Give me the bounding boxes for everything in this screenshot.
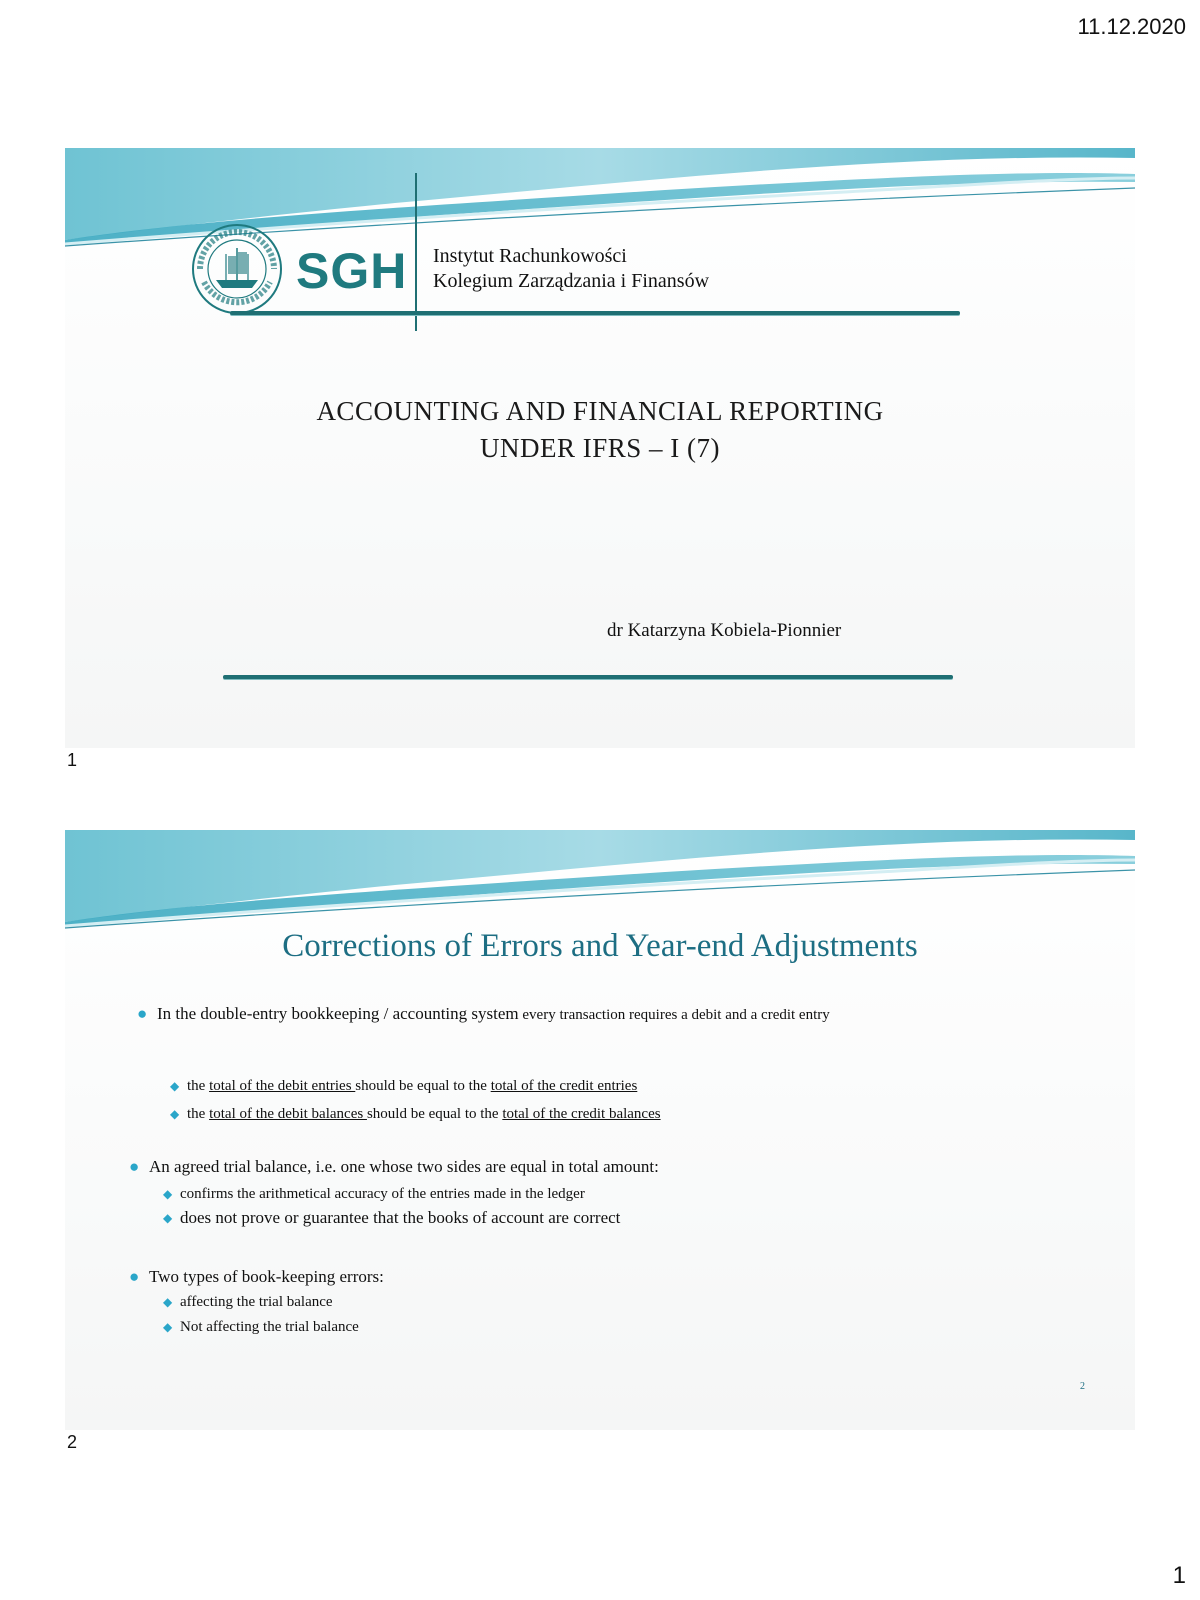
slide-label-2: 2 <box>67 1432 78 1452</box>
bullet-double-entry: ● In the double-entry bookkeeping / accounting system every transaction requires a debit and a credit entry <box>137 1004 830 1023</box>
bullet-dot-icon: ● <box>137 1004 148 1023</box>
sgh-logo <box>190 218 790 358</box>
bullet-diamond-icon: ◆ <box>163 1211 173 1225</box>
page-date: 11.12.2020 <box>1077 14 1186 39</box>
bullet-diamond-icon: ◆ <box>170 1079 180 1093</box>
bullet-diamond-icon: ◆ <box>163 1320 173 1334</box>
page-number: 1 <box>1172 1562 1186 1589</box>
slide-1-title <box>65 393 1135 467</box>
title-line-1: ACCOUNTING AND FINANCIAL REPORTING <box>316 396 884 426</box>
sub-bullet-affecting: ◆ affecting the trial balance <box>163 1294 333 1310</box>
slide-label-1: 1 <box>67 750 78 770</box>
institute-name <box>433 244 709 294</box>
bullet-dot-icon: ● <box>129 1267 140 1286</box>
sub-bullet-arithmetical-accuracy: ◆ confirms the arithmetical accuracy of the entries made in the ledger <box>163 1186 585 1202</box>
bullet-trial-balance: ● An agreed trial balance, i.e. one whose two sides are equal in total amount: <box>129 1157 659 1176</box>
slide-1 <box>65 148 1135 748</box>
sub-bullet-debit-entries: ◆ the total of the debit entries should be equal to the total of the credit entries <box>170 1078 638 1094</box>
institute-line-2: Kolegium Zarządzania i Finansów <box>433 270 710 292</box>
sub-bullet-not-affecting: ◆ Not affecting the trial balance <box>163 1319 359 1335</box>
title-line-2: UNDER IFRS – I (7) <box>479 433 720 463</box>
slide-2-title: Corrections of Errors and Year-end Adjustments <box>282 928 918 964</box>
bullet-error-types: ● Two types of book-keeping errors: <box>129 1267 384 1286</box>
sgh-wordmark: SGH <box>296 243 408 299</box>
sub-bullet-debit-balances: ◆ the total of the debit balances should be equal to the total of the credit balances <box>170 1106 661 1122</box>
wave-banner <box>65 830 1135 930</box>
slide-2 <box>65 830 1135 1430</box>
institute-line-1: Instytut Rachunkowości <box>433 245 627 267</box>
bullet-diamond-icon: ◆ <box>163 1187 173 1201</box>
sub-bullet-not-guarantee: ◆ does not prove or guarantee that the books of account are correct <box>163 1208 621 1227</box>
author-name: dr Katarzyna Kobiela-Pionnier <box>607 620 842 641</box>
logo-divider <box>415 173 417 331</box>
bullet-dot-icon: ● <box>129 1157 140 1176</box>
top-rule <box>230 311 960 315</box>
slide-number: 2 <box>1080 1381 1085 1392</box>
bullet-diamond-icon: ◆ <box>170 1107 180 1121</box>
bottom-rule <box>223 675 953 679</box>
bullet-diamond-icon: ◆ <box>163 1295 173 1309</box>
school-seal-icon <box>190 222 284 316</box>
